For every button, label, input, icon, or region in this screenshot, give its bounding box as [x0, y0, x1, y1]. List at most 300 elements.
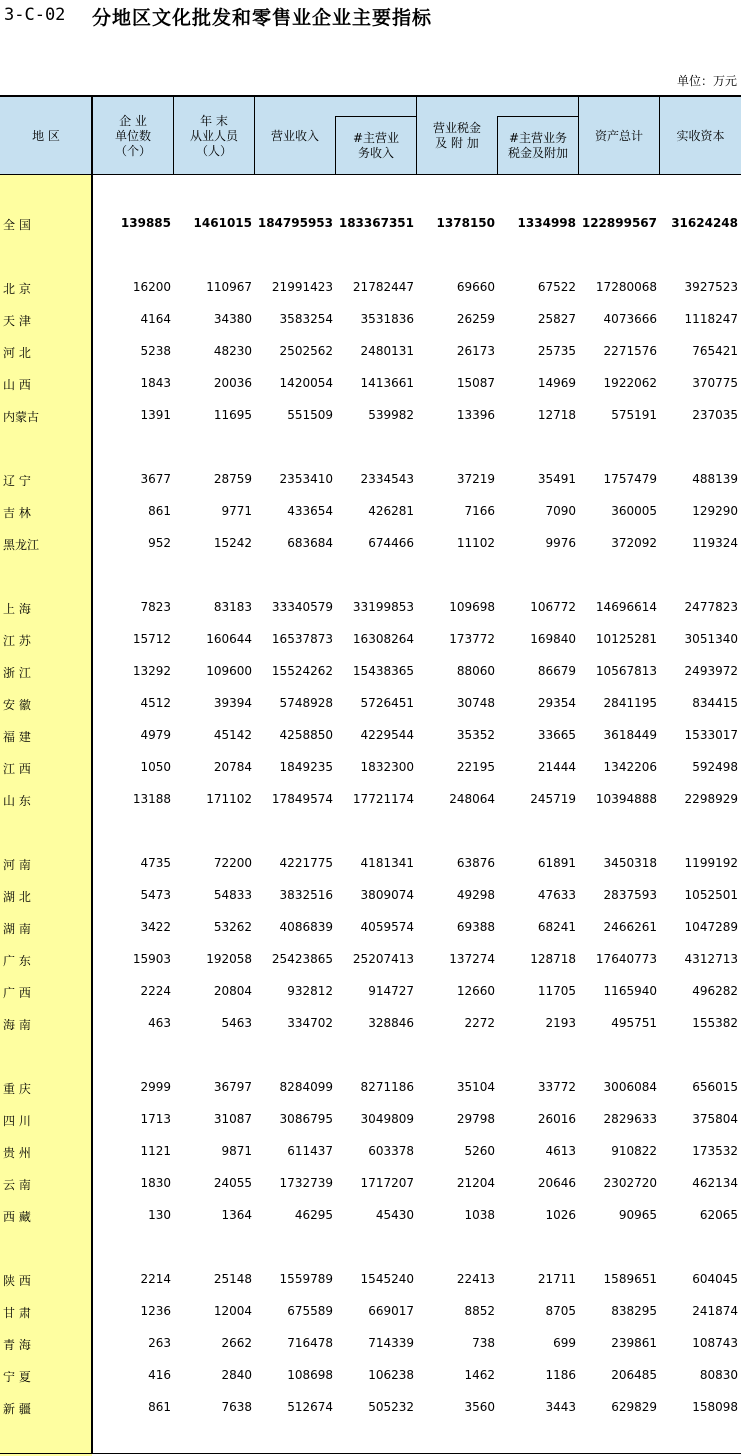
- cell-revenue: 17849574: [271, 792, 333, 806]
- cell-capital: 604045: [692, 1272, 738, 1286]
- header-region: 地 区: [32, 128, 60, 143]
- table-row: [0, 853, 741, 873]
- header-divider: [254, 95, 255, 175]
- table-row: [0, 341, 741, 361]
- cell-revenue: 46295: [294, 1208, 333, 1222]
- cell-main-revenue: 674466: [368, 536, 414, 550]
- cell-revenue: 2502562: [279, 344, 333, 358]
- cell-tax: 35352: [456, 728, 495, 742]
- cell-main-tax: 25827: [537, 312, 576, 326]
- cell-enterprises: 4735: [140, 856, 171, 870]
- table-row: [0, 533, 741, 553]
- header-divider: [335, 116, 336, 175]
- table-row: [0, 917, 741, 937]
- cell-enterprises: 4164: [140, 312, 171, 326]
- cell-enterprises: 13292: [132, 664, 171, 678]
- cell-tax: 109698: [449, 600, 495, 614]
- cell-main-revenue: 1832300: [360, 760, 414, 774]
- table-row: [0, 277, 741, 297]
- cell-revenue: 1559789: [279, 1272, 333, 1286]
- cell-capital: 119324: [692, 536, 738, 550]
- total-row: [0, 213, 741, 233]
- cell-employees: 171102: [206, 792, 252, 806]
- cell-capital: 108743: [692, 1336, 738, 1350]
- cell-main-tax: 61891: [537, 856, 576, 870]
- cell-assets: 239861: [611, 1336, 657, 1350]
- cell-assets: 372092: [611, 536, 657, 550]
- cell-main-tax: 1186: [545, 1368, 576, 1382]
- cell-employees: 2840: [221, 1368, 252, 1382]
- region-name: 甘 肃: [3, 1306, 31, 1320]
- cell-assets: 3006084: [603, 1080, 657, 1094]
- cell-enterprises: 952: [148, 536, 171, 550]
- cell-assets: 360005: [611, 504, 657, 518]
- region-name: 贵 州: [3, 1146, 31, 1160]
- table-row: [0, 1173, 741, 1193]
- cell-employees: 31087: [213, 1112, 252, 1126]
- cell-tax: 2272: [464, 1016, 495, 1030]
- cell-employees: 20804: [213, 984, 252, 998]
- cell-revenue: 16537873: [271, 632, 333, 646]
- header-revenue: 营业收入: [270, 128, 319, 143]
- cell-main-revenue: 21782447: [352, 280, 414, 294]
- cell-tax: 1378150: [436, 216, 495, 230]
- cell-enterprises: 4512: [140, 696, 171, 710]
- table-row: [0, 1365, 741, 1385]
- cell-revenue: 2353410: [279, 472, 333, 486]
- cell-employees: 2662: [221, 1336, 252, 1350]
- header-divider: [497, 116, 498, 175]
- cell-main-revenue: 25207413: [352, 952, 414, 966]
- table-row: [0, 757, 741, 777]
- region-column-background: [0, 175, 92, 1456]
- cell-enterprises: 1236: [140, 1304, 171, 1318]
- cell-employees: 36797: [213, 1080, 252, 1094]
- cell-capital: 3927523: [684, 280, 738, 294]
- region-name: 广 东: [3, 954, 31, 968]
- region-name: 广 西: [3, 986, 31, 1000]
- cell-capital: 834415: [692, 696, 738, 710]
- cell-employees: 1461015: [193, 216, 252, 230]
- cell-main-tax: 26016: [537, 1112, 576, 1126]
- cell-enterprises: 416: [148, 1368, 171, 1382]
- cell-main-revenue: 714339: [368, 1336, 414, 1350]
- region-name: 湖 北: [3, 890, 31, 904]
- cell-main-tax: 21444: [537, 760, 576, 774]
- region-name: 青 海: [3, 1338, 31, 1352]
- table-row: [0, 885, 741, 905]
- cell-tax: 12660: [456, 984, 495, 998]
- region-name: 全 国: [3, 218, 31, 232]
- region-name: 湖 南: [3, 922, 31, 936]
- region-name: 天 津: [3, 314, 31, 328]
- cell-enterprises: 15903: [132, 952, 171, 966]
- region-name: 山 东: [3, 794, 31, 808]
- cell-main-tax: 106772: [530, 600, 576, 614]
- cell-enterprises: 263: [148, 1336, 171, 1350]
- cell-assets: 495751: [611, 1016, 657, 1030]
- cell-employees: 5463: [221, 1016, 252, 1030]
- table-row: [0, 629, 741, 649]
- cell-tax: 8852: [464, 1304, 495, 1318]
- table-code: 3-C-02: [4, 5, 66, 25]
- cell-enterprises: 16200: [132, 280, 171, 294]
- cell-employees: 1364: [221, 1208, 252, 1222]
- cell-enterprises: 5238: [140, 344, 171, 358]
- cell-enterprises: 139885: [120, 216, 171, 230]
- cell-main-revenue: 3531836: [360, 312, 414, 326]
- cell-tax: 13396: [456, 408, 495, 422]
- cell-employees: 72200: [213, 856, 252, 870]
- cell-capital: 4312713: [684, 952, 738, 966]
- cell-revenue: 3583254: [279, 312, 333, 326]
- region-name: 河 北: [3, 346, 31, 360]
- cell-tax: 49298: [456, 888, 495, 902]
- cell-revenue: 3832516: [279, 888, 333, 902]
- region-name: 浙 江: [3, 666, 31, 680]
- cell-main-tax: 2193: [545, 1016, 576, 1030]
- table-row: [0, 469, 741, 489]
- table-row: [0, 1333, 741, 1353]
- cell-employees: 20036: [213, 376, 252, 390]
- cell-tax: 21204: [456, 1176, 495, 1190]
- cell-assets: 4073666: [603, 312, 657, 326]
- cell-capital: 3051340: [684, 632, 738, 646]
- cell-capital: 2477823: [684, 600, 738, 614]
- table-row: [0, 661, 741, 681]
- cell-employees: 160644: [206, 632, 252, 646]
- cell-employees: 83183: [213, 600, 252, 614]
- table-row: [0, 1301, 741, 1321]
- cell-assets: 1342206: [603, 760, 657, 774]
- cell-main-tax: 11705: [537, 984, 576, 998]
- cell-capital: 237035: [692, 408, 738, 422]
- cell-enterprises: 4979: [140, 728, 171, 742]
- region-name: 吉 林: [3, 506, 31, 520]
- cell-revenue: 1420054: [279, 376, 333, 390]
- cell-enterprises: 1843: [140, 376, 171, 390]
- table-row: [0, 949, 741, 969]
- cell-assets: 206485: [611, 1368, 657, 1382]
- table-row: [0, 789, 741, 809]
- cell-revenue: 15524262: [271, 664, 333, 678]
- cell-enterprises: 2224: [140, 984, 171, 998]
- cell-capital: 241874: [692, 1304, 738, 1318]
- region-name: 黑龙江: [3, 538, 40, 552]
- table-row: [0, 405, 741, 425]
- cell-revenue: 1732739: [279, 1176, 333, 1190]
- cell-employees: 109600: [206, 664, 252, 678]
- table-row: [0, 373, 741, 393]
- cell-main-tax: 8705: [545, 1304, 576, 1318]
- cell-revenue: 1849235: [279, 760, 333, 774]
- cell-enterprises: 1391: [140, 408, 171, 422]
- cell-main-revenue: 4229544: [360, 728, 414, 742]
- cell-assets: 838295: [611, 1304, 657, 1318]
- cell-main-revenue: 183367351: [338, 216, 414, 230]
- region-name: 江 苏: [3, 634, 31, 648]
- cell-capital: 1118247: [684, 312, 738, 326]
- cell-main-tax: 33665: [537, 728, 576, 742]
- cell-employees: 9871: [221, 1144, 252, 1158]
- cell-assets: 10394888: [595, 792, 657, 806]
- cell-employees: 192058: [206, 952, 252, 966]
- cell-enterprises: 2214: [140, 1272, 171, 1286]
- cell-enterprises: 1713: [140, 1112, 171, 1126]
- region-name: 西 藏: [3, 1210, 31, 1224]
- cell-assets: 10125281: [595, 632, 657, 646]
- unit-label: 单位：万元: [676, 74, 737, 88]
- cell-enterprises: 3677: [140, 472, 171, 486]
- header-bottom-border: [0, 174, 741, 175]
- header-main-tax: #主营业务 税金及附加: [507, 131, 568, 160]
- cell-assets: 90965: [618, 1208, 657, 1222]
- cell-main-revenue: 1545240: [360, 1272, 414, 1286]
- cell-main-tax: 47633: [537, 888, 576, 902]
- table-row: [0, 1205, 741, 1225]
- cell-capital: 173532: [692, 1144, 738, 1158]
- header-divider: [416, 95, 417, 175]
- cell-revenue: 334702: [287, 1016, 333, 1030]
- cell-main-revenue: 1413661: [360, 376, 414, 390]
- cell-enterprises: 1830: [140, 1176, 171, 1190]
- cell-revenue: 683684: [287, 536, 333, 550]
- cell-enterprises: 463: [148, 1016, 171, 1030]
- cell-main-revenue: 106238: [368, 1368, 414, 1382]
- table-row: [0, 725, 741, 745]
- cell-revenue: 5748928: [279, 696, 333, 710]
- cell-main-tax: 29354: [537, 696, 576, 710]
- cell-capital: 1047289: [684, 920, 738, 934]
- region-name: 河 南: [3, 858, 31, 872]
- cell-main-tax: 21711: [537, 1272, 576, 1286]
- cell-tax: 173772: [449, 632, 495, 646]
- header-sub-border-1: [335, 116, 416, 117]
- cell-revenue: 4221775: [279, 856, 333, 870]
- cell-revenue: 512674: [287, 1400, 333, 1414]
- cell-employees: 25148: [213, 1272, 252, 1286]
- cell-tax: 1038: [464, 1208, 495, 1222]
- cell-assets: 629829: [611, 1400, 657, 1414]
- cell-enterprises: 7823: [140, 600, 171, 614]
- cell-assets: 3450318: [603, 856, 657, 870]
- cell-main-tax: 1026: [545, 1208, 576, 1222]
- cell-revenue: 8284099: [279, 1080, 333, 1094]
- cell-assets: 2841195: [603, 696, 657, 710]
- cell-main-revenue: 328846: [368, 1016, 414, 1030]
- cell-main-tax: 20646: [537, 1176, 576, 1190]
- cell-main-revenue: 3809074: [360, 888, 414, 902]
- cell-capital: 592498: [692, 760, 738, 774]
- cell-capital: 656015: [692, 1080, 738, 1094]
- table-row: [0, 309, 741, 329]
- cell-enterprises: 13188: [132, 792, 171, 806]
- cell-tax: 88060: [456, 664, 495, 678]
- region-name: 宁 夏: [3, 1370, 31, 1384]
- cell-enterprises: 130: [148, 1208, 171, 1222]
- header-divider: [659, 95, 660, 175]
- cell-tax: 63876: [456, 856, 495, 870]
- region-name: 北 京: [3, 282, 31, 296]
- cell-capital: 158098: [692, 1400, 738, 1414]
- table-row: [0, 693, 741, 713]
- cell-main-tax: 3443: [545, 1400, 576, 1414]
- cell-assets: 2302720: [603, 1176, 657, 1190]
- cell-revenue: 3086795: [279, 1112, 333, 1126]
- cell-capital: 765421: [692, 344, 738, 358]
- cell-assets: 2466261: [603, 920, 657, 934]
- cell-tax: 69388: [456, 920, 495, 934]
- cell-main-revenue: 426281: [368, 504, 414, 518]
- region-name: 重 庆: [3, 1082, 31, 1096]
- cell-capital: 129290: [692, 504, 738, 518]
- cell-tax: 738: [472, 1336, 495, 1350]
- page-title: 分地区文化批发和零售业企业主要指标: [92, 7, 433, 29]
- cell-main-revenue: 4181341: [360, 856, 414, 870]
- region-name: 福 建: [3, 730, 31, 744]
- table-row: [0, 1397, 741, 1417]
- cell-main-revenue: 15438365: [352, 664, 414, 678]
- cell-enterprises: 3422: [140, 920, 171, 934]
- cell-capital: 2493972: [684, 664, 738, 678]
- cell-tax: 1462: [464, 1368, 495, 1382]
- cell-tax: 35104: [456, 1080, 495, 1094]
- cell-employees: 45142: [213, 728, 252, 742]
- cell-revenue: 184795953: [257, 216, 333, 230]
- cell-assets: 17280068: [595, 280, 657, 294]
- table-row: [0, 1141, 741, 1161]
- cell-enterprises: 1050: [140, 760, 171, 774]
- cell-main-revenue: 2480131: [360, 344, 414, 358]
- cell-employees: 9771: [221, 504, 252, 518]
- region-name: 安 徽: [3, 698, 31, 712]
- header-employees: 年 末 从业人员 （人）: [189, 113, 238, 158]
- cell-main-tax: 7090: [545, 504, 576, 518]
- cell-tax: 69660: [456, 280, 495, 294]
- region-name: 海 南: [3, 1018, 31, 1032]
- header-sub-border-2: [497, 116, 578, 117]
- cell-revenue: 716478: [287, 1336, 333, 1350]
- cell-capital: 80830: [699, 1368, 738, 1382]
- cell-capital: 1052501: [684, 888, 738, 902]
- table-row: [0, 1269, 741, 1289]
- cell-tax: 11102: [456, 536, 495, 550]
- cell-enterprises: 861: [148, 1400, 171, 1414]
- cell-employees: 15242: [213, 536, 252, 550]
- cell-capital: 1533017: [684, 728, 738, 742]
- region-name: 上 海: [3, 602, 31, 616]
- cell-assets: 10567813: [595, 664, 657, 678]
- cell-employees: 53262: [213, 920, 252, 934]
- cell-main-revenue: 17721174: [352, 792, 414, 806]
- cell-assets: 2837593: [603, 888, 657, 902]
- cell-main-tax: 35491: [537, 472, 576, 486]
- cell-revenue: 4258850: [279, 728, 333, 742]
- cell-main-tax: 169840: [530, 632, 576, 646]
- cell-tax: 26173: [456, 344, 495, 358]
- cell-tax: 7166: [464, 504, 495, 518]
- cell-main-tax: 699: [553, 1336, 576, 1350]
- cell-tax: 15087: [456, 376, 495, 390]
- cell-main-revenue: 3049809: [360, 1112, 414, 1126]
- cell-main-tax: 12718: [537, 408, 576, 422]
- cell-capital: 2298929: [684, 792, 738, 806]
- table-row: [0, 1109, 741, 1129]
- header-divider: [173, 95, 174, 175]
- cell-assets: 910822: [611, 1144, 657, 1158]
- table-row: [0, 1013, 741, 1033]
- cell-revenue: 4086839: [279, 920, 333, 934]
- table-row: [0, 501, 741, 521]
- cell-employees: 20784: [213, 760, 252, 774]
- cell-tax: 137274: [449, 952, 495, 966]
- cell-employees: 110967: [206, 280, 252, 294]
- cell-main-tax: 86679: [537, 664, 576, 678]
- cell-revenue: 932812: [287, 984, 333, 998]
- header-tax: 营业税金 及 附 加: [432, 121, 481, 150]
- cell-capital: 31624248: [671, 216, 738, 230]
- cell-revenue: 25423865: [271, 952, 333, 966]
- region-name: 云 南: [3, 1178, 31, 1192]
- cell-capital: 62065: [699, 1208, 738, 1222]
- cell-main-revenue: 5726451: [360, 696, 414, 710]
- cell-capital: 496282: [692, 984, 738, 998]
- region-name: 新 疆: [3, 1402, 31, 1416]
- cell-tax: 29798: [456, 1112, 495, 1126]
- cell-assets: 14696614: [595, 600, 657, 614]
- cell-assets: 122899567: [581, 216, 657, 230]
- cell-assets: 17640773: [595, 952, 657, 966]
- cell-assets: 575191: [611, 408, 657, 422]
- cell-assets: 1165940: [603, 984, 657, 998]
- cell-employees: 11695: [213, 408, 252, 422]
- cell-main-revenue: 2334543: [360, 472, 414, 486]
- cell-employees: 12004: [213, 1304, 252, 1318]
- cell-employees: 39394: [213, 696, 252, 710]
- cell-revenue: 33340579: [271, 600, 333, 614]
- cell-main-tax: 25735: [537, 344, 576, 358]
- cell-main-tax: 33772: [537, 1080, 576, 1094]
- region-name: 内蒙古: [3, 410, 40, 424]
- cell-revenue: 611437: [287, 1144, 333, 1158]
- table-row: [0, 981, 741, 1001]
- cell-main-tax: 4613: [545, 1144, 576, 1158]
- cell-main-tax: 14969: [537, 376, 576, 390]
- cell-assets: 2829633: [603, 1112, 657, 1126]
- header-top-border: [0, 95, 741, 97]
- cell-main-tax: 9976: [545, 536, 576, 550]
- cell-capital: 488139: [692, 472, 738, 486]
- cell-tax: 22413: [456, 1272, 495, 1286]
- cell-main-tax: 245719: [530, 792, 576, 806]
- cell-tax: 26259: [456, 312, 495, 326]
- cell-main-revenue: 603378: [368, 1144, 414, 1158]
- cell-main-tax: 68241: [537, 920, 576, 934]
- cell-main-revenue: 33199853: [352, 600, 414, 614]
- table-row: [0, 597, 741, 617]
- cell-employees: 7638: [221, 1400, 252, 1414]
- cell-assets: 1922062: [603, 376, 657, 390]
- table-bottom-border: [0, 1453, 741, 1454]
- cell-revenue: 551509: [287, 408, 333, 422]
- cell-capital: 1199192: [684, 856, 738, 870]
- cell-enterprises: 861: [148, 504, 171, 518]
- region-name: 辽 宁: [3, 474, 31, 488]
- header-main-revenue: #主营业 务收入: [352, 131, 400, 160]
- cell-enterprises: 2999: [140, 1080, 171, 1094]
- cell-tax: 37219: [456, 472, 495, 486]
- cell-main-tax: 67522: [537, 280, 576, 294]
